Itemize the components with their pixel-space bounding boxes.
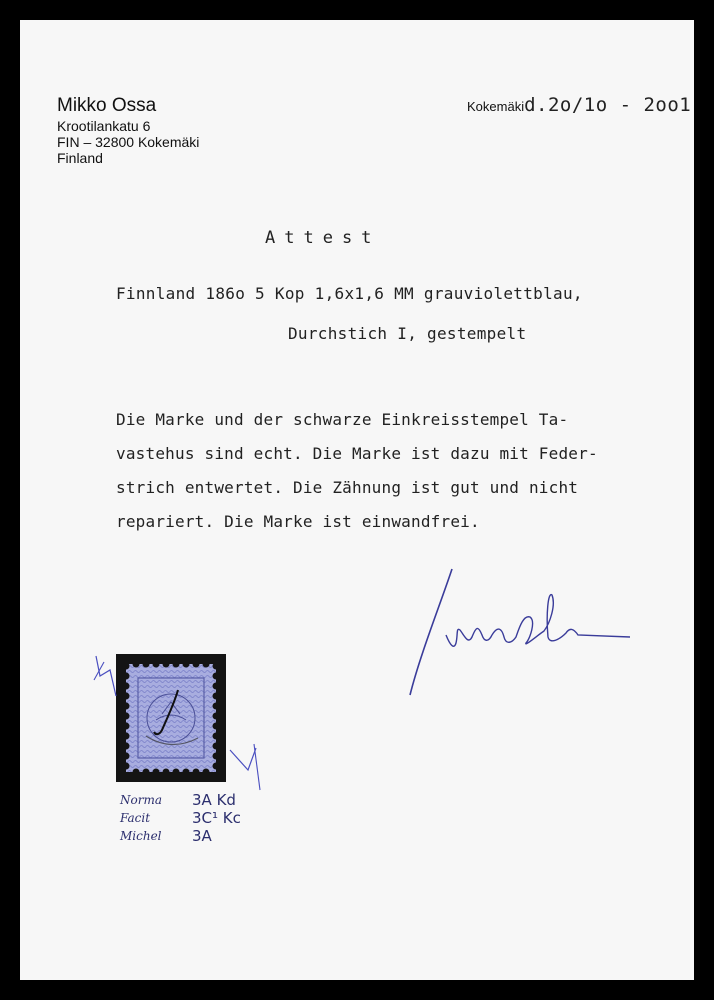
document-title: Attest <box>265 228 381 248</box>
body-line: Die Marke und der schwarze Einkreisstempel Ta- <box>116 410 569 429</box>
subject-line-1: Finnland 186o 5 Kop 1,6x1,6 MM grauviolettblau, <box>116 284 583 303</box>
catalog-name: Norma <box>120 793 162 807</box>
catalog-value: 3A Kd <box>192 791 236 809</box>
date: d.2o/1o - 2oo1 <box>524 94 692 116</box>
pencil-marks <box>80 640 280 800</box>
body-line: repariert. Die Marke ist einwandfrei. <box>116 512 480 531</box>
place: Kokemäki <box>467 99 525 114</box>
certificate-page <box>20 20 694 980</box>
signature <box>380 565 660 705</box>
catalog-value: 3A <box>192 827 212 845</box>
place-and-date <box>467 94 691 116</box>
catalog-name: Facit <box>120 811 151 825</box>
body-line: vastehus sind echt. Die Marke ist dazu mit Feder- <box>116 444 598 463</box>
sender-country: Finland <box>57 150 103 166</box>
body-line: strich entwertet. Die Zähnung ist gut und nicht <box>116 478 579 497</box>
catalog-value: 3C¹ Kc <box>192 809 241 827</box>
sender-name: Mikko Ossa <box>57 95 157 116</box>
sender-address <box>57 94 199 166</box>
sender-street: Krootilankatu 6 <box>57 118 151 134</box>
subject-line-2: Durchstich I, gestempelt <box>288 324 527 343</box>
sender-city: FIN – 32800 Kokemäki <box>57 134 200 150</box>
catalog-name: Michel <box>120 829 162 843</box>
